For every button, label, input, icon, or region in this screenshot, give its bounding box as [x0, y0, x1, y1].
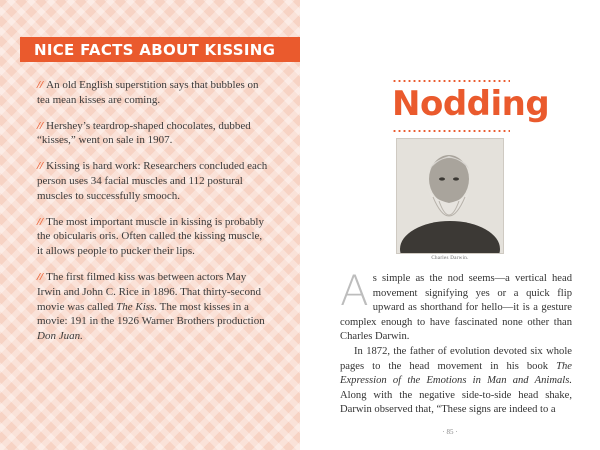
photo-caption: Charles Darwin.: [431, 256, 469, 261]
paragraph-1: s simple as the nod seems—a vertical head movement signifying yes or a quick flip upward as shorthand for hello—it is a gesture complex enough to have fascinated none other than Charles Darwin.: [340, 273, 572, 343]
slash-marker-icon: //: [37, 160, 44, 173]
slash-marker-icon: //: [37, 215, 44, 228]
section-banner: NICE FACTS ABOUT KISSING: [20, 37, 300, 62]
chapter-title: Nodding: [392, 84, 550, 124]
darwin-portrait-image: [396, 138, 504, 254]
article-body: [340, 266, 572, 418]
bottom-dotted-rule: [392, 130, 510, 132]
slash-marker-icon: //: [37, 119, 44, 132]
top-dotted-rule: [392, 80, 510, 82]
drop-cap: A: [340, 266, 369, 315]
fact-item: // The first filmed kiss was between actors May Irwin and John C. Rice in 1896. That thirty-second movie was called The Kiss. The most kisses in a movie: 191 in the 1926 Warner Brothers production Don Juan.: [37, 270, 265, 343]
slash-marker-icon: //: [37, 79, 44, 91]
fact-item: // The most important muscle in kissing is probably the obicularis oris. Often called the kissing muscle, it allows people to pucker their lips.: [37, 215, 264, 258]
paragraph-2: In 1872, the father of evolution devoted six whole pages to the head movement in his book The Expression of the Emotions in Man and Animals. Along with the negative side-to-side head shake, Darwin observed that, “These signs are indeed to a: [340, 345, 572, 416]
fact-item: // Hershey’s teardrop-shaped chocolates, dubbed “kisses,” went on sale in 1907.: [37, 119, 251, 147]
fact-item: // An old English superstition says that bubbles on tea mean kisses are coming.: [37, 79, 259, 106]
fact-item: // Kissing is hard work: Researchers concluded each person uses 34 facial muscles and 112 postural muscles to successfully smooch.: [37, 160, 268, 202]
slash-marker-icon: //: [37, 270, 44, 283]
page-number: · 85 ·: [442, 428, 458, 436]
facts-list: [37, 78, 269, 355]
right-page: [300, 0, 600, 450]
